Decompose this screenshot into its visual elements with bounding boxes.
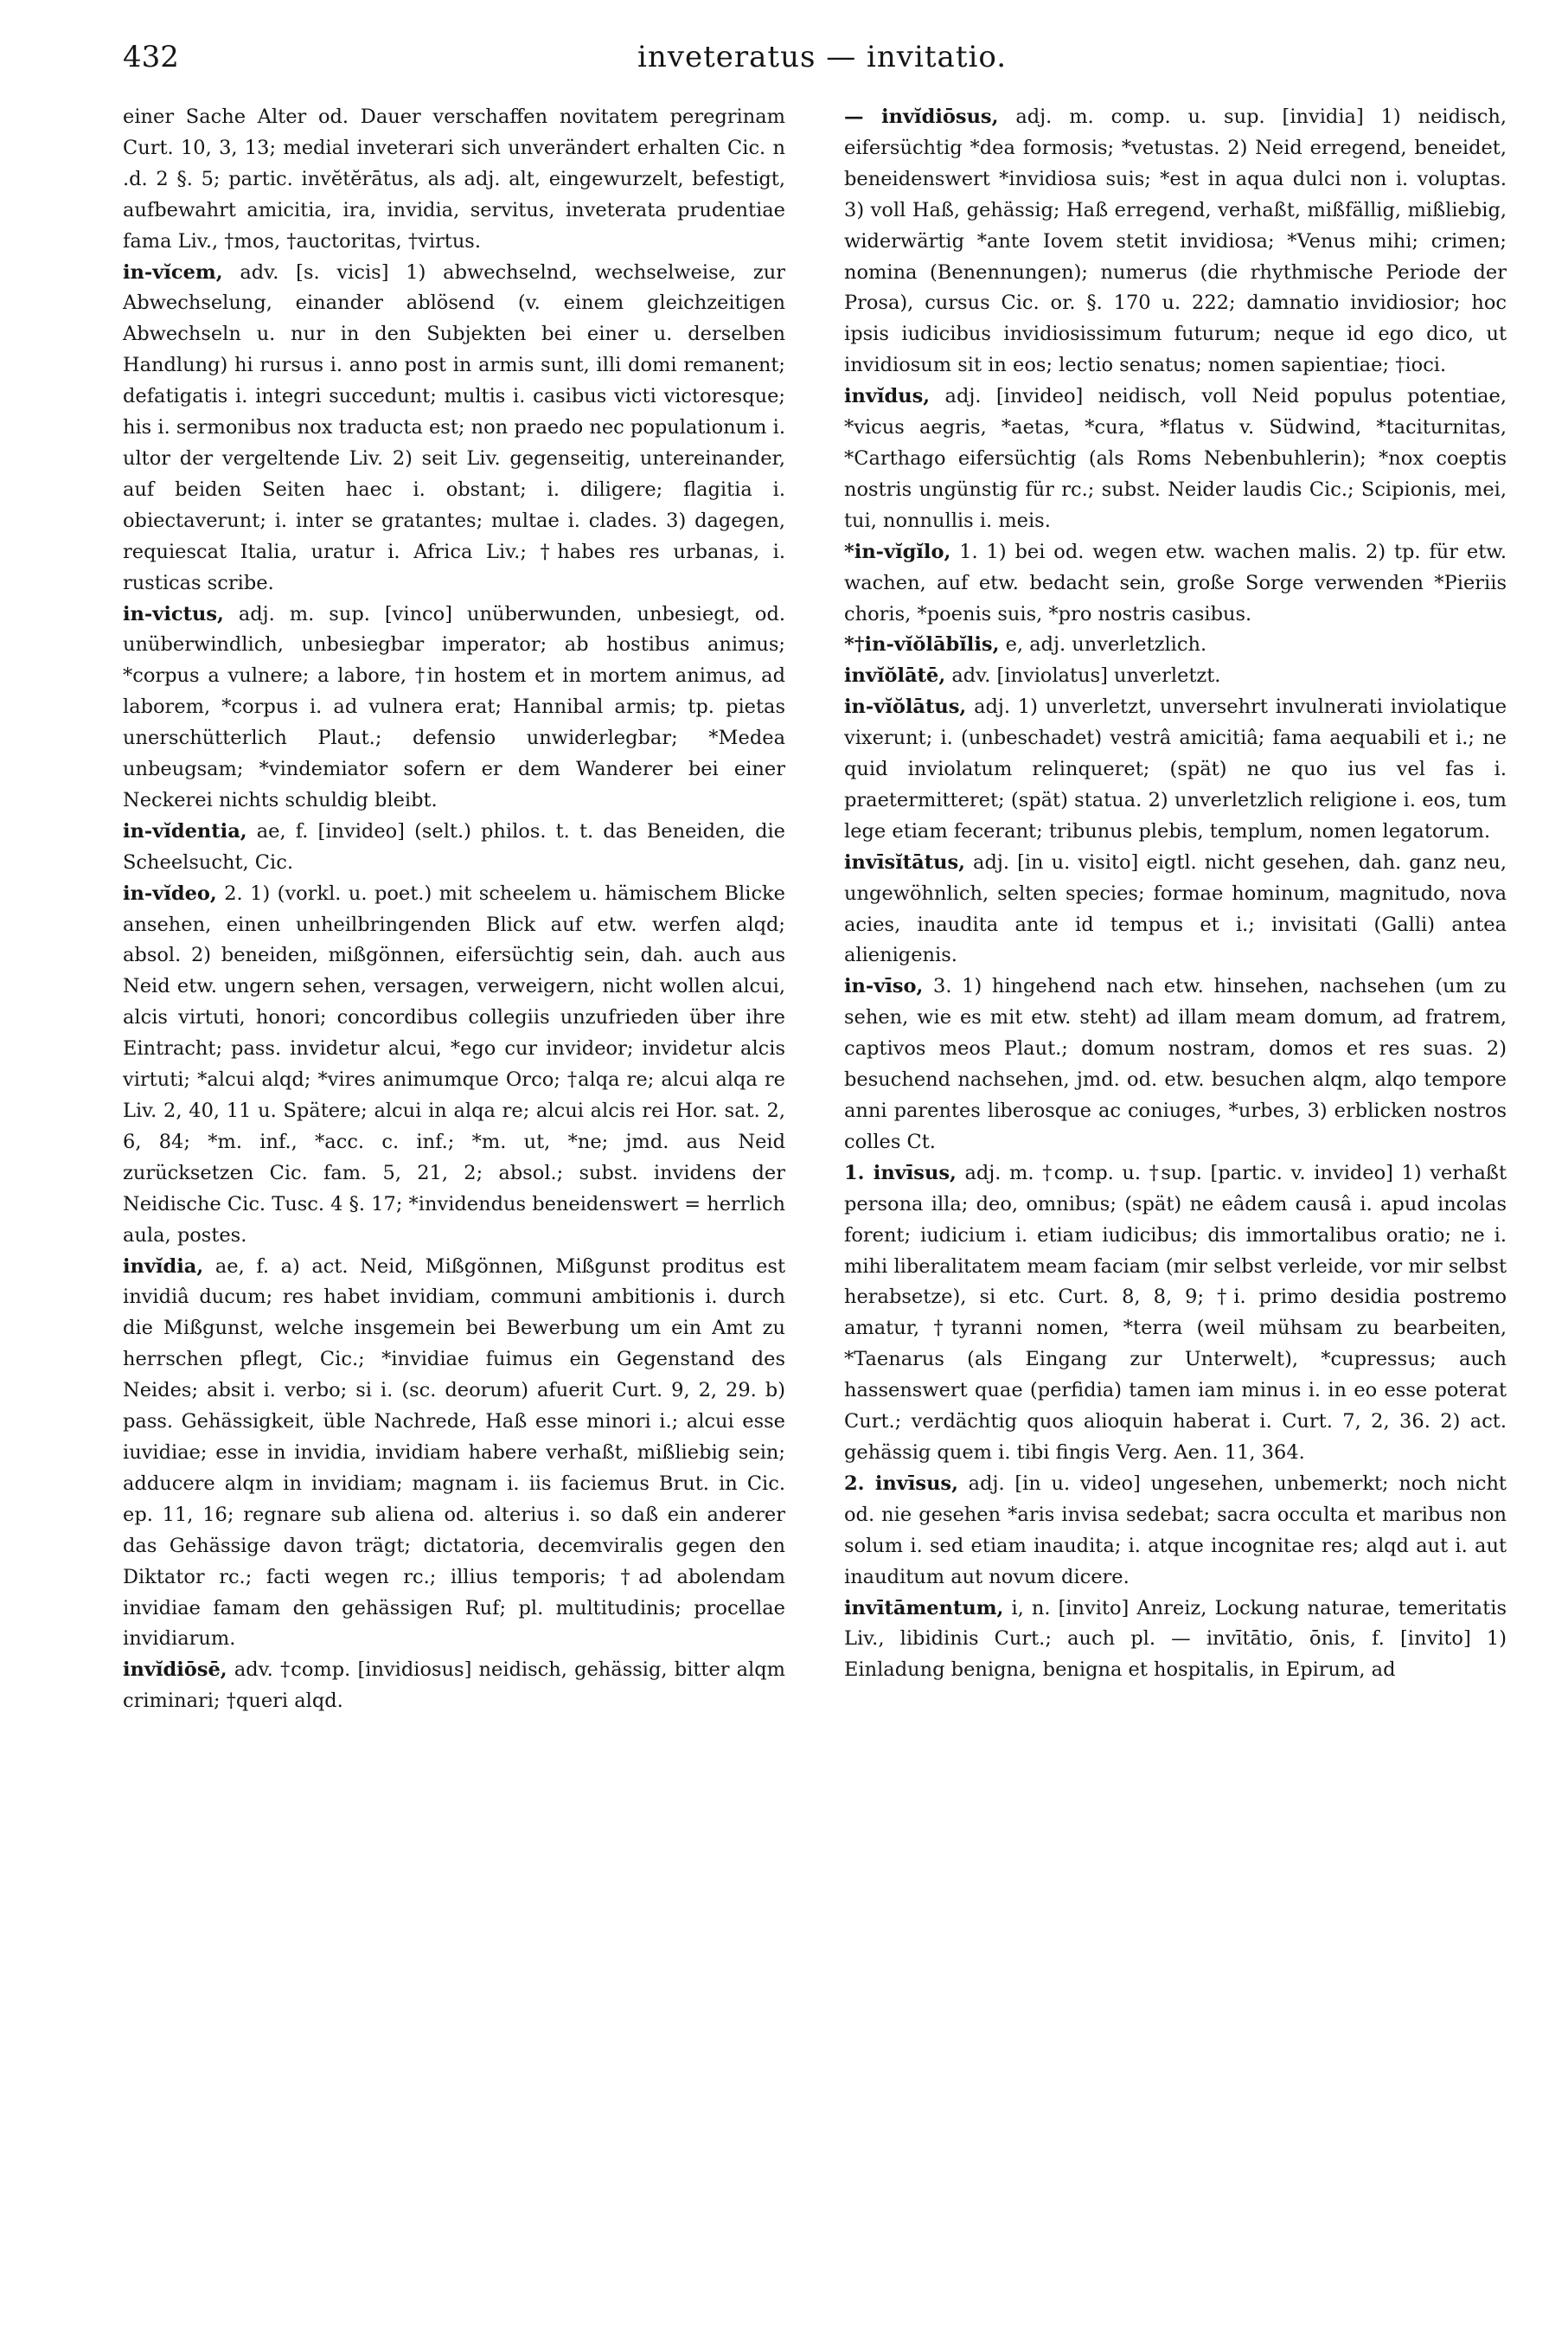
- entry-definition: i, n. [invito] Anreiz, Lockung naturae, temeritatis Liv., libidinis Curt.; auch pl. — invītātio, ōnis, f. [invito] 1) Einladung benigna, benigna et hospitalis, in Epirum, ad: [844, 1596, 1507, 1682]
- dictionary-entry: [844, 692, 1507, 848]
- entry-headword: in-vĭdeo,: [123, 882, 217, 905]
- entry-definition: adj. m. †comp. u. †sup. [partic. v. invideo] 1) verhaßt persona illa; deo, omnibus; (spät) ne eâdem causâ i. apud incolas forent; iudicium i. etiam iudicibus; dis immortalibus oratio; ne i. mihi liberalitatem meam faciam (mir selbst verleide, vor mir selbst herabsetze), si etc. Curt. 8, 8, 9; †i. primo desidia postremo amatur, †tyranni nomen, *terra (weil mühsam zu bearbeiten, *Taenarus (als Eingang zur Unterwelt), *cupressus; auch hassenswert quae (perfidia) tamen iam minus i. in eo esse poterat Curt.; verdächtig quos alioquin haberat i. Curt. 7, 2, 36. 2) act. gehässig quem i. tibi fingis Verg. Aen. 11, 364.: [844, 1161, 1507, 1464]
- entry-definition: e, adj. unverletzlich.: [1005, 633, 1207, 657]
- entry-definition: adj. m. sup. [vinco] unüberwunden, unbesiegt, od. unüberwindlich, unbesiegbar imperator; ab hostibus animus; *corpus a vulnere; a labore, †in hostem et in mortem animus, ad laborem, *corpus i. ad vulnera erat; Hannibal armis; tp. pietas unerschütterlich Plaut.; defensio unwiderlegbar; *Medea unbeugsam; *vindemiator sofern er dem Wanderer bei einer Neckerei nichts schuldig bleibt.: [123, 602, 786, 811]
- dictionary-entry: [844, 102, 1507, 382]
- entry-headword: — invĭdiōsus,: [844, 106, 999, 128]
- entry-headword: 1. invīsus,: [844, 1161, 957, 1184]
- dictionary-entry: [844, 848, 1507, 972]
- dictionary-entry: [123, 879, 785, 1252]
- entry-definition: adv. †comp. [invidiosus] neidisch, gehässig, bitter alqm criminari; †queri alqd.: [123, 1658, 785, 1713]
- dictionary-entry: [123, 1655, 785, 1717]
- entry-definition: adj. [in u. video] ungesehen, unbemerkt; noch nicht od. nie gesehen *aris invisa sedebat; sacra occulta et maribus non solum i. sed etiam inaudita; i. atque incognitae res; alqd aut i. aut inauditum aut novum dicere.: [844, 1472, 1507, 1588]
- entry-definition: 1. 1) bei od. wegen etw. wachen malis. 2) tp. für etw. wachen, auf etw. bedacht sein, große Sorge verwenden *Pieriis choris, *poenis suis, *pro nostris casibus.: [844, 540, 1507, 625]
- dictionary-entry: [123, 102, 785, 258]
- entry-headword: invĭdus,: [844, 385, 931, 408]
- entry-headword: invĭŏlātē,: [844, 664, 946, 688]
- dictionary-entry: [844, 382, 1507, 537]
- entry-definition: 2. 1) (vorkl. u. poet.) mit scheelem u. hämischem Blicke ansehen, einen unheilbringenden Blick auf etw. werfen alqd; absol. 2) beneiden, mißgönnen, eifersüchtig sein, dah. auch aus Neid etw. ungern sehen, versagen, verweigern, nicht wollen alcui, alcis virtuti, honori; concordibus collegiis unzufrieden über ihre Eintracht; pass. invidetur alcui, *ego cur invideor; invidetur alcis virtuti; *alcui alqd; *vires animumque Orco; †alqa re; alcui alqa re Liv. 2, 40, 11 u. Spätere; alcui in alqa re; alcui alcis rei Hor. sat. 2, 6, 84; *m. inf., *acc. c. inf.; *m. ut, *ne; jmd. aus Neid zurücksetzen Cic. fam. 5, 21, 2; absol.; subst. invidens der Neidische Cic. Tusc. 4 §. 17; *invidendus beneidenswert = herrlich aula, postes.: [123, 882, 786, 1247]
- entry-headword: in-vĭcem,: [123, 260, 223, 284]
- dictionary-page: [123, 35, 1507, 2301]
- entry-headword: *†in-vĭŏlābĭlis,: [844, 633, 1000, 657]
- dictionary-entry: [123, 258, 785, 600]
- entry-headword: in-victus,: [123, 602, 224, 625]
- dictionary-entry: [844, 1158, 1507, 1469]
- dictionary-entry: [844, 661, 1507, 692]
- entry-definition: adj. [in u. visito] eigtl. nicht gesehen, dah. ganz neu, ungewöhnlich, selten species; formae hominum, magnitudo, nova acies, inaudita ante id tempus et i.; invisitati (Galli) antea alienigenis.: [844, 850, 1507, 967]
- entry-headword: 2. invīsus,: [844, 1472, 958, 1495]
- entry-definition: adj. [invideo] neidisch, voll Neid populus potentiae, *vicus aegris, *aetas, *cura, *flatus v. Südwind, *taciturnitas, *Carthago eifersüchtig (als Roms Nebenbuhlerin); *nox coeptis nostris ungünstig für rc.; subst. Neider laudis Cic.; Scipionis, mei, tui, nonnullis i. meis.: [844, 385, 1507, 532]
- dictionary-entry: [123, 1252, 785, 1656]
- page-header: [123, 35, 1507, 97]
- dictionary-entry: [844, 1594, 1507, 1687]
- entry-headword: invĭdiōsē,: [123, 1658, 227, 1682]
- entry-definition: 3. 1) hingehend nach etw. hinsehen, nachsehen (um zu sehen, wie es mit etw. steht) ad illam meam domum, ad fratrem, captivos meos Plaut.; domum nostram, domos et res suas. 2) besuchend nachsehen, jmd. od. etw. besuchen alqm, alqo tempore anni parentes liberosque ac coniuges, *urbes, 3) erblicken nostros colles Ct.: [844, 975, 1507, 1153]
- entry-definition: ae, f. [invideo] (selt.) philos. t. t. das Beneiden, die Scheelsucht, Cic.: [123, 819, 785, 874]
- left-column: [123, 102, 785, 1717]
- entry-headword: in-vĭŏlātus,: [844, 696, 967, 719]
- entry-headword: in-vĭdentia,: [123, 819, 247, 843]
- dictionary-entry: [123, 600, 785, 817]
- entry-headword: invītāmentum,: [844, 1596, 1004, 1619]
- entry-headword: invīsĭtātus,: [844, 850, 965, 874]
- entry-definition: einer Sache Alter od. Dauer verschaffen novitatem peregrinam Curt. 10, 3, 13; medial inveterari sich unverändert erhalten Cic. n .d. 2 §. 5; partic. invĕtĕrātus, als adj. alt, eingewurzelt, befestigt, aufbewahrt amicitia, ira, invidia, servitus, inveterata prudentiae fama Liv., †mos, †auctoritas, †virtus.: [123, 106, 785, 253]
- dictionary-entry: [844, 1469, 1507, 1594]
- entry-definition: adj. 1) unverletzt, unversehrt invulnerati inviolatique vixerunt; i. (unbeschadet) vestrâ amicitiâ; fama aequabili et i.; ne quid inviolatum relinqueret; (spät) ne quo ius vel fas i. praetermitteret; (spät) statua. 2) unverletzlich religione i. eos, tum lege etiam fecerant; tribunus plebis, templum, nomen legatorum.: [844, 696, 1507, 843]
- dictionary-entry: [123, 817, 785, 879]
- entry-definition: adj. m. comp. u. sup. [invidia] 1) neidisch, eifersüchtig *dea formosis; *vetustas. 2) Neid erregend, beneidet, beneidenswert *invidiosa suis; *est in aqua dulci non i. voluptas. 3) voll Haß, gehässig; Haß erregend, verhaßt, mißfällig, mißliebig, widerwärtig *ante Iovem stetit invidiosa; *Venus mihi; crimen; nomina (Benennungen); numerus (die rhythmische Periode der Prosa), cursus Cic. or. §. 170 u. 222; damnatio invidiosior; hoc ipsis iudicibus invidiosissimum futurum; neque id ego dico, ut invidiosum sit in eos; lectio senatus; nomen sapientiae; †ioci.: [844, 106, 1507, 377]
- dictionary-entry: [844, 972, 1507, 1158]
- entry-definition: adv. [s. vicis] 1) abwechselnd, wechselweise, zur Abwechselung, einander ablösend (v. einem gleichzeitigen Abwechseln u. nur in den Subjekten bei einer u. derselben Handlung) hi rursus i. anno post in armis sunt, illi domi remanent; defatigatis i. integri succedunt; multis i. casibus victi victoresque; his i. sermonibus nox traducta est; non praedo nec populationum i. ultor der vergeltende Liv. 2) seit Liv. gegenseitig, untereinander, auf beiden Seiten haec i. obstant; i. diligere; flagitia i. obiectaverunt; i. inter se gratantes; multae i. clades. 3) dagegen, requiescat Italia, uratur i. Africa Liv.; †habes res urbanas, i. rusticas scribe.: [123, 260, 785, 594]
- dictionary-entry: [844, 537, 1507, 631]
- entry-headword: *in-vĭgĭlo,: [844, 540, 951, 563]
- entry-definition: adv. [inviolatus] unverletzt.: [951, 664, 1221, 688]
- entry-definition: ae, f. a) act. Neid, Mißgönnen, Mißgunst proditus est invidiâ ducum; res habet invidiam, communi ambitionis i. durch die Mißgunst, welche insgemein bei Bewerbung um ein Amt zu herrschen pflegt, Cic.; *invidiae fuimus ein Gegenstand des Neides; absit i. verbo; si i. (sc. deorum) afuerit Curt. 9, 2, 29. b) pass. Gehässigkeit, üble Nachrede, Haß esse minori i.; alcui esse iuvidiae; esse in invidia, invidiam habere verhaßt, mißliebig sein; adducere alqm in invidiam; magnam i. iis faciemus Brut. in Cic. ep. 11, 16; regnare sub aliena od. alterius i. so daß ein anderer das Gehässige davon trägt; dictatoria, decemviralis gegen den Diktator rc.; facti wegen rc.; illius temporis; †ad abolendam invidiae famam den gehässigen Ruf; pl. multitudinis; procellae invidiarum.: [123, 1254, 785, 1651]
- right-column: [844, 102, 1507, 1717]
- page-number: 432: [123, 40, 179, 74]
- entry-headword: invĭdia,: [123, 1254, 204, 1278]
- dictionary-entry: [844, 630, 1507, 661]
- entry-headword: in-vīso,: [844, 975, 924, 998]
- text-columns: [123, 102, 1507, 1717]
- running-head: inveteratus — invitatio.: [637, 40, 1008, 74]
